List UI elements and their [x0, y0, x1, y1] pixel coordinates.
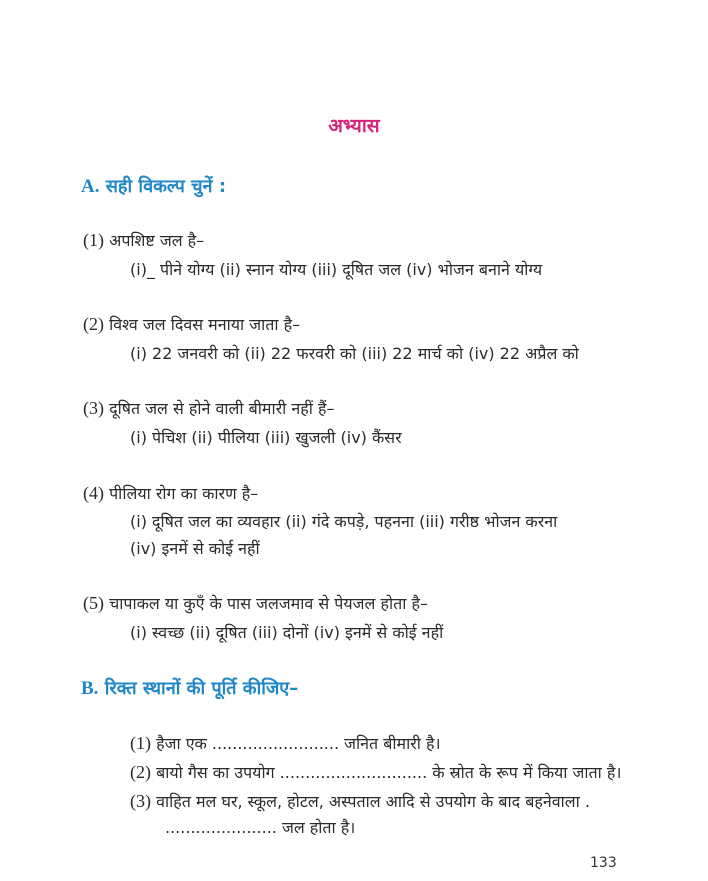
question-5-text: चापाकल या कुएँ के पास जलजमाव से पेयजल होता है–	[109, 594, 428, 613]
section-b-title: रिक्त स्थानों की पूर्ति कीजिए–	[104, 678, 299, 699]
question-2-number: (2)	[83, 314, 104, 334]
question-4-options-line-2: (iv) इनमें से कोई नहीं	[130, 539, 260, 558]
question-4-options-line-1: (i) दूषित जल का व्यवहार (ii) गंदे कपड़े, पहनना (iii) गरीष्ठ भोजन करना	[130, 512, 558, 531]
question-3-text: दूषित जल से होने वाली बीमारी नहीं हैं–	[109, 399, 335, 418]
question-2-text: विश्व जल दिवस मनाया जाता है–	[109, 315, 301, 334]
fill-blank-3-continuation: ...................... जल होता है।	[165, 818, 356, 837]
section-b-letter: B.	[81, 678, 99, 699]
fill-blank-2-text: बायो गैस का उपयोग ............................. के स्रोत के रूप में किया जाता है।	[156, 763, 622, 782]
section-b-heading	[81, 676, 298, 700]
question-3-options: (i) पेचिश (ii) पीलिया (iii) खुजली (iv) कैंसर	[130, 428, 402, 447]
question-1-text: अपशिष्ट जल है–	[109, 231, 205, 250]
question-1-options: (i)_ पीने योग्य (ii) स्नान योग्य (iii) दूषित जल (iv) भोजन बनाने योग्य	[130, 260, 543, 279]
fill-blank-3-text: वाहित मल घर, स्कूल, होटल, अस्पताल आदि से उपयोग के बाद बहनेवाला .	[156, 792, 590, 811]
fill-blank-1	[130, 732, 441, 754]
question-5-number: (5)	[83, 593, 104, 613]
question-2-options: (i) 22 जनवरी को (ii) 22 फरवरी को (iii) 22 मार्च को (iv) 22 अप्रैल को	[130, 344, 579, 363]
question-4-text: पीलिया रोग का कारण है–	[109, 484, 259, 503]
page-title: अभ्यास	[328, 115, 380, 137]
question-1	[83, 229, 204, 251]
question-4-number: (4)	[83, 483, 104, 503]
fill-blank-3-number: (3)	[130, 791, 151, 811]
question-1-number: (1)	[83, 230, 104, 250]
fill-blank-1-text: हैजा एक ......................... जनित बीमारी है।	[156, 734, 441, 753]
fill-blank-2	[130, 761, 621, 783]
question-5	[83, 592, 428, 614]
question-4	[83, 482, 258, 504]
question-5-options: (i) स्वच्छ (ii) दूषित (iii) दोनों (iv) इनमें से कोई नहीं	[130, 623, 444, 642]
section-a-heading	[81, 174, 226, 198]
question-3	[83, 397, 335, 419]
fill-blank-2-number: (2)	[130, 762, 151, 782]
page-number: 133	[590, 855, 617, 871]
fill-blank-3	[130, 790, 590, 812]
section-a-title: सही विकल्प चुनें :	[105, 176, 227, 197]
question-2	[83, 313, 300, 335]
section-a-letter: A.	[81, 176, 100, 197]
question-3-number: (3)	[83, 398, 104, 418]
fill-blank-1-number: (1)	[130, 733, 151, 753]
